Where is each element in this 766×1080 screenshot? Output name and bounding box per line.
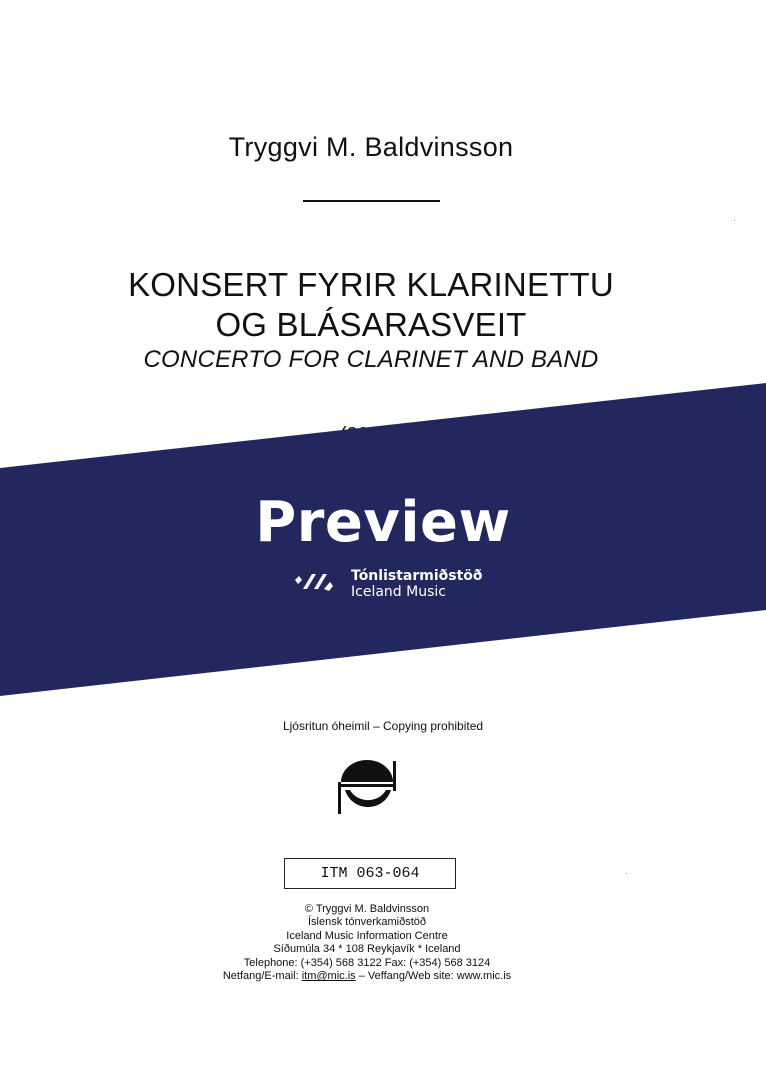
brand-logo: [292, 567, 483, 601]
contact-email-link[interactable]: itm@mic.is: [301, 970, 356, 983]
title-line-2: OG BLÁSARASVEIT: [215, 306, 527, 343]
brand-name: Tónlistarmiðstöð: [351, 568, 483, 584]
copying-notice: Ljósritun óheimil – Copying prohibited: [282, 719, 484, 733]
title-english: CONCERTO FOR CLARINET AND BAND: [143, 346, 599, 373]
contact-copyright: © Tryggvi M. Baldvinsson: [304, 903, 430, 915]
contact-website: – Veffang/Web site: www.mic.is: [355, 970, 512, 983]
contact-address: Síðumúla 34 * 108 Reykjavík * Iceland: [273, 943, 461, 956]
preview-watermark: Preview: [255, 490, 511, 555]
contact-phone: Telephone: (+354) 568 3122 Fax: (+354) 568 3124: [243, 956, 491, 969]
contact-email-line: [0, 970, 750, 983]
contact-org-icelandic: Íslensk tónverkamiðstöð: [308, 916, 426, 929]
iceland-music-logo-icon: [292, 567, 346, 601]
scan-speck: [626, 873, 627, 874]
contact-org-english: Iceland Music Information Centre: [286, 929, 448, 942]
publisher-emblem-icon: [337, 760, 397, 816]
contact-block: [0, 903, 750, 983]
composer-name: Tryggvi M. Baldvinsson: [228, 132, 514, 162]
brand-subtitle: Iceland Music: [351, 584, 446, 600]
contact-email-label: Netfang/E-mail:: [222, 970, 302, 983]
catalog-number: ITM 063-064: [284, 858, 456, 889]
title-line-1: KONSERT FYRIR KLARINETTU: [128, 266, 614, 303]
scan-speck: [734, 220, 735, 221]
